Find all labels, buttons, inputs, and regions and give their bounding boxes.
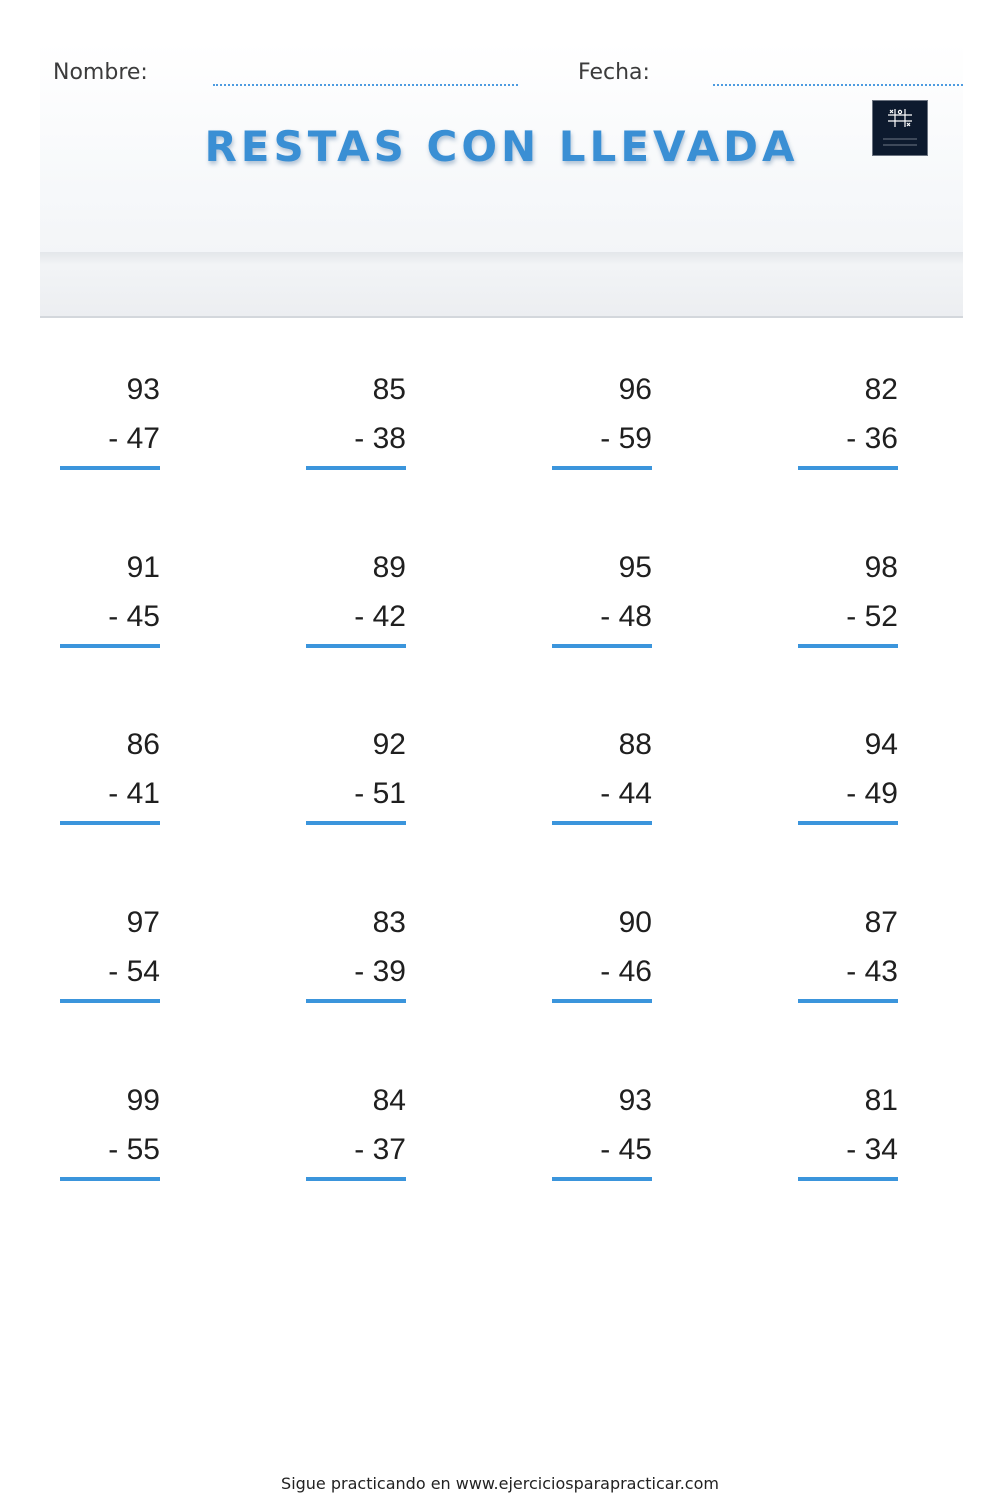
subtraction-problem: [306, 1083, 406, 1203]
subtrahend: - 45: [108, 600, 160, 633]
subtrahend: - 59: [600, 422, 652, 455]
subtrahend: - 37: [354, 1133, 406, 1166]
minuend: 95: [618, 551, 652, 584]
answer-line[interactable]: [552, 999, 652, 1003]
minuend: 89: [372, 551, 406, 584]
answer-line[interactable]: [306, 821, 406, 825]
subtraction-problem: [552, 727, 652, 847]
minuend: 91: [126, 551, 160, 584]
date-label: Fecha:: [578, 60, 650, 85]
subtraction-problem: [306, 727, 406, 847]
answer-line[interactable]: [60, 466, 160, 470]
subtraction-problem: [798, 905, 898, 1025]
subtraction-problem: [798, 372, 898, 492]
minuend: 81: [864, 1084, 898, 1117]
subtrahend: - 52: [846, 600, 898, 633]
answer-line[interactable]: [306, 466, 406, 470]
subtraction-problem: [306, 905, 406, 1025]
answer-line[interactable]: [306, 999, 406, 1003]
subtraction-problem: [552, 1083, 652, 1203]
minuend: 96: [618, 373, 652, 406]
subtrahend: - 44: [600, 777, 652, 810]
subtrahend: - 48: [600, 600, 652, 633]
answer-line[interactable]: [306, 644, 406, 648]
subtrahend: - 36: [846, 422, 898, 455]
minuend: 86: [126, 728, 160, 761]
minuend: 87: [864, 906, 898, 939]
answer-line[interactable]: [798, 999, 898, 1003]
answer-line[interactable]: [798, 821, 898, 825]
subtraction-problem: [60, 550, 160, 670]
subtraction-problem: [306, 550, 406, 670]
subtraction-problem: [798, 727, 898, 847]
subtrahend: - 41: [108, 777, 160, 810]
minuend: 93: [126, 373, 160, 406]
subtrahend: - 49: [846, 777, 898, 810]
subtraction-problem: [306, 372, 406, 492]
subtrahend: - 47: [108, 422, 160, 455]
worksheet-header: [40, 42, 963, 318]
answer-line[interactable]: [552, 466, 652, 470]
minuend: 93: [618, 1084, 652, 1117]
minuend: 99: [126, 1084, 160, 1117]
name-field[interactable]: [213, 84, 518, 86]
minuend: 83: [372, 906, 406, 939]
answer-line[interactable]: [552, 821, 652, 825]
answer-line[interactable]: [552, 644, 652, 648]
subtraction-problem: [60, 727, 160, 847]
answer-line[interactable]: [60, 644, 160, 648]
subtraction-problem: [552, 550, 652, 670]
minuend: 90: [618, 906, 652, 939]
subtrahend: - 34: [846, 1133, 898, 1166]
brand-logo: [872, 100, 928, 156]
subtraction-problem: [60, 372, 160, 492]
answer-line[interactable]: [552, 1177, 652, 1181]
answer-line[interactable]: [798, 644, 898, 648]
minuend: 97: [126, 906, 160, 939]
minuend: 88: [618, 728, 652, 761]
subtraction-problem: [798, 1083, 898, 1203]
answer-line[interactable]: [306, 1177, 406, 1181]
minuend: 84: [372, 1084, 406, 1117]
minuend: 82: [864, 373, 898, 406]
answer-line[interactable]: [60, 1177, 160, 1181]
subtraction-problem: [552, 372, 652, 492]
answer-line[interactable]: [798, 466, 898, 470]
subtrahend: - 43: [846, 955, 898, 988]
subtrahend: - 46: [600, 955, 652, 988]
subtrahend: - 54: [108, 955, 160, 988]
date-field[interactable]: [713, 84, 963, 86]
minuend: 94: [864, 728, 898, 761]
header-band: [40, 252, 963, 316]
subtrahend: - 39: [354, 955, 406, 988]
subtraction-problem: [60, 1083, 160, 1203]
subtrahend: - 38: [354, 422, 406, 455]
minuend: 85: [372, 373, 406, 406]
answer-line[interactable]: [60, 821, 160, 825]
answer-line[interactable]: [60, 999, 160, 1003]
worksheet-title: RESTAS CON LLEVADA: [204, 122, 799, 171]
subtraction-problem: [60, 905, 160, 1025]
minuend: 92: [372, 728, 406, 761]
subtrahend: - 45: [600, 1133, 652, 1166]
subtrahend: - 55: [108, 1133, 160, 1166]
subtraction-problem: [798, 550, 898, 670]
minuend: 98: [864, 551, 898, 584]
name-label: Nombre:: [53, 60, 148, 85]
subtrahend: - 51: [354, 777, 406, 810]
subtraction-problem: [552, 905, 652, 1025]
footer-text: Sigue practicando en www.ejerciciosparapracticar.com: [281, 1474, 719, 1493]
subtrahend: - 42: [354, 600, 406, 633]
answer-line[interactable]: [798, 1177, 898, 1181]
